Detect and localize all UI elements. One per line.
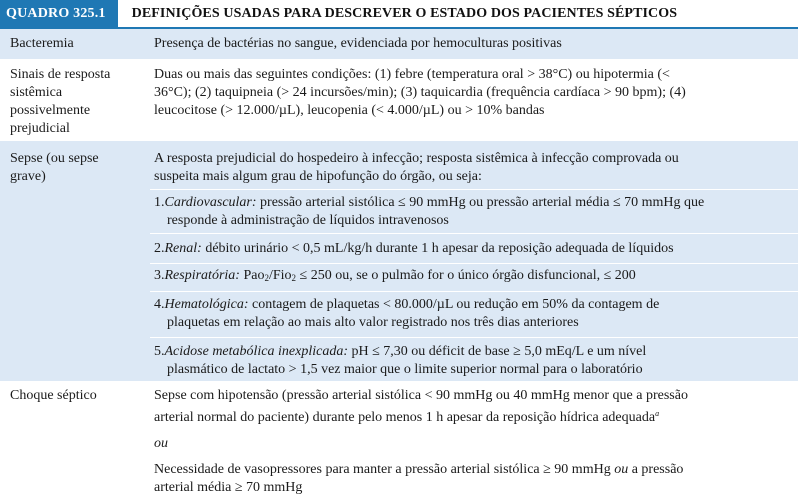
sepse-item-line (154, 194, 794, 212)
item-number: 1. (154, 195, 165, 210)
sepse-item-respiratoria (154, 267, 794, 287)
item-pao-sub: 2 (264, 273, 269, 283)
term-sepse (10, 150, 142, 186)
term-choque: Choque séptico (10, 388, 97, 403)
def-choque-text: arterial normal do paciente) durante pelo menos 1 h apesar da reposição hídrica adequada (154, 410, 656, 425)
item-number: 2. (154, 241, 165, 256)
sepse-item-line (154, 296, 794, 314)
item-text: contagem de plaquetas < 80.000/µL ou redução em 50% da contagem de (248, 297, 660, 312)
def-choque-line: arterial média ≥ 70 mmHg (154, 480, 303, 495)
item-name: Renal: (164, 241, 202, 256)
item-divider (150, 337, 798, 338)
row-sinais (0, 59, 798, 141)
item-name: Acidose metabólica inexplicada: (164, 344, 348, 359)
def-choque-line (154, 405, 794, 427)
term-sinais-line: possivelmente (10, 103, 91, 118)
sepse-item-line (154, 240, 794, 258)
item-text-cont: plaquetas em relação ao mais alto valor registrado nos três dias anteriores (167, 315, 579, 330)
row-sepse (0, 141, 798, 381)
table-number-label: QUADRO 325.1 (0, 0, 118, 27)
def-sinais-line: leucocitose (> 12.000/µL), leucopenia (< 4.000/µL) ou > 10% bandas (154, 103, 545, 118)
def-choque-line (154, 461, 794, 479)
item-fio-sub: 2 (291, 273, 297, 283)
def-sepse-intro-line: A resposta prejudicial do hospedeiro à infecção; resposta sistêmica à infecção comprovada ou (154, 151, 679, 166)
item-divider (150, 233, 798, 234)
sepse-item-line (154, 343, 794, 361)
def-choque-or: ou (154, 436, 168, 451)
item-text: pressão arterial sistólica ≤ 90 mmHg ou pressão arterial média ≤ 70 mmHg que (256, 195, 705, 210)
def-sinais (154, 66, 794, 120)
term-sinais-line: sistêmica (10, 85, 63, 100)
sepse-item-renal (154, 240, 794, 258)
term-sinais-line: prejudicial (10, 121, 70, 136)
item-text: débito urinário < 0,5 mL/kg/h durante 1 h apesar da reposição adequada de líquidos (201, 241, 674, 256)
term-sinais (10, 66, 142, 138)
def-sepse-intro-line: suspeita mais algum grau de hipofunção do órgão, ou seja: (154, 169, 482, 184)
item-text: ≤ 250 ou, se o pulmão for o único órgão disfuncional, ≤ 200 (296, 268, 636, 283)
item-name: Hematológica: (164, 297, 249, 312)
sepse-item-cardiovascular (154, 194, 794, 230)
term-sepse-line: Sepse (ou sepse (10, 151, 99, 166)
row-bacteremia (0, 29, 798, 59)
sepse-item-hematologica (154, 296, 794, 332)
item-pao: Pao (239, 268, 265, 283)
def-bacteremia: Presença de bactérias no sangue, evidenciada por hemoculturas positivas (154, 36, 562, 51)
term-sepse-line: grave) (10, 169, 46, 184)
item-fio: /Fio (268, 268, 292, 283)
def-choque (154, 387, 794, 497)
item-number: 4. (154, 297, 165, 312)
sepse-item-acidose (154, 343, 794, 379)
item-name: Respiratória: (164, 268, 240, 283)
sepse-item-line (154, 267, 794, 287)
footnote-marker: a (655, 409, 660, 418)
item-name: Cardiovascular: (164, 195, 257, 210)
row-choque (0, 381, 798, 500)
table-title: DEFINIÇÕES USADAS PARA DESCREVER O ESTADO DOS PACIENTES SÉPTICOS (131, 5, 678, 21)
term-bacteremia: Bacteremia (10, 36, 74, 51)
def-sinais-line: 36°C); (2) taquipneia (> 24 incursões/min); (3) taquicardia (frequência cardíaca > 90 bpm); (4) (154, 85, 686, 100)
item-divider (150, 263, 798, 264)
item-number: 5. (154, 344, 165, 359)
term-sinais-line: Sinais de resposta (10, 67, 111, 82)
item-text-cont: plasmático de lactato > 1,5 vez maior que o limite superior normal para o laboratório (167, 362, 643, 377)
def-choque-text: Necessidade de vasopressores para manter a pressão arterial sistólica ≥ 90 mmHg (154, 462, 615, 477)
def-sinais-line: Duas ou mais das seguintes condições: (1) febre (temperatura oral > 38°C) ou hipotermia (< (154, 67, 670, 82)
def-choque-line: Sepse com hipotensão (pressão arterial sistólica < 90 mmHg ou 40 mmHg menor que a pressão (154, 388, 688, 403)
def-choque-text: a pressão (628, 462, 684, 477)
table-header (0, 0, 798, 27)
item-number: 3. (154, 268, 165, 283)
def-choque-or-inline: ou (614, 462, 629, 477)
def-sepse-intro (154, 150, 794, 186)
item-text-cont: responde à administração de líquidos intravenosos (167, 213, 449, 228)
item-divider (150, 291, 798, 292)
item-divider (150, 189, 798, 190)
item-text: pH ≤ 7,30 ou déficit de base ≥ 5,0 mEq/L e um nível (348, 344, 647, 359)
